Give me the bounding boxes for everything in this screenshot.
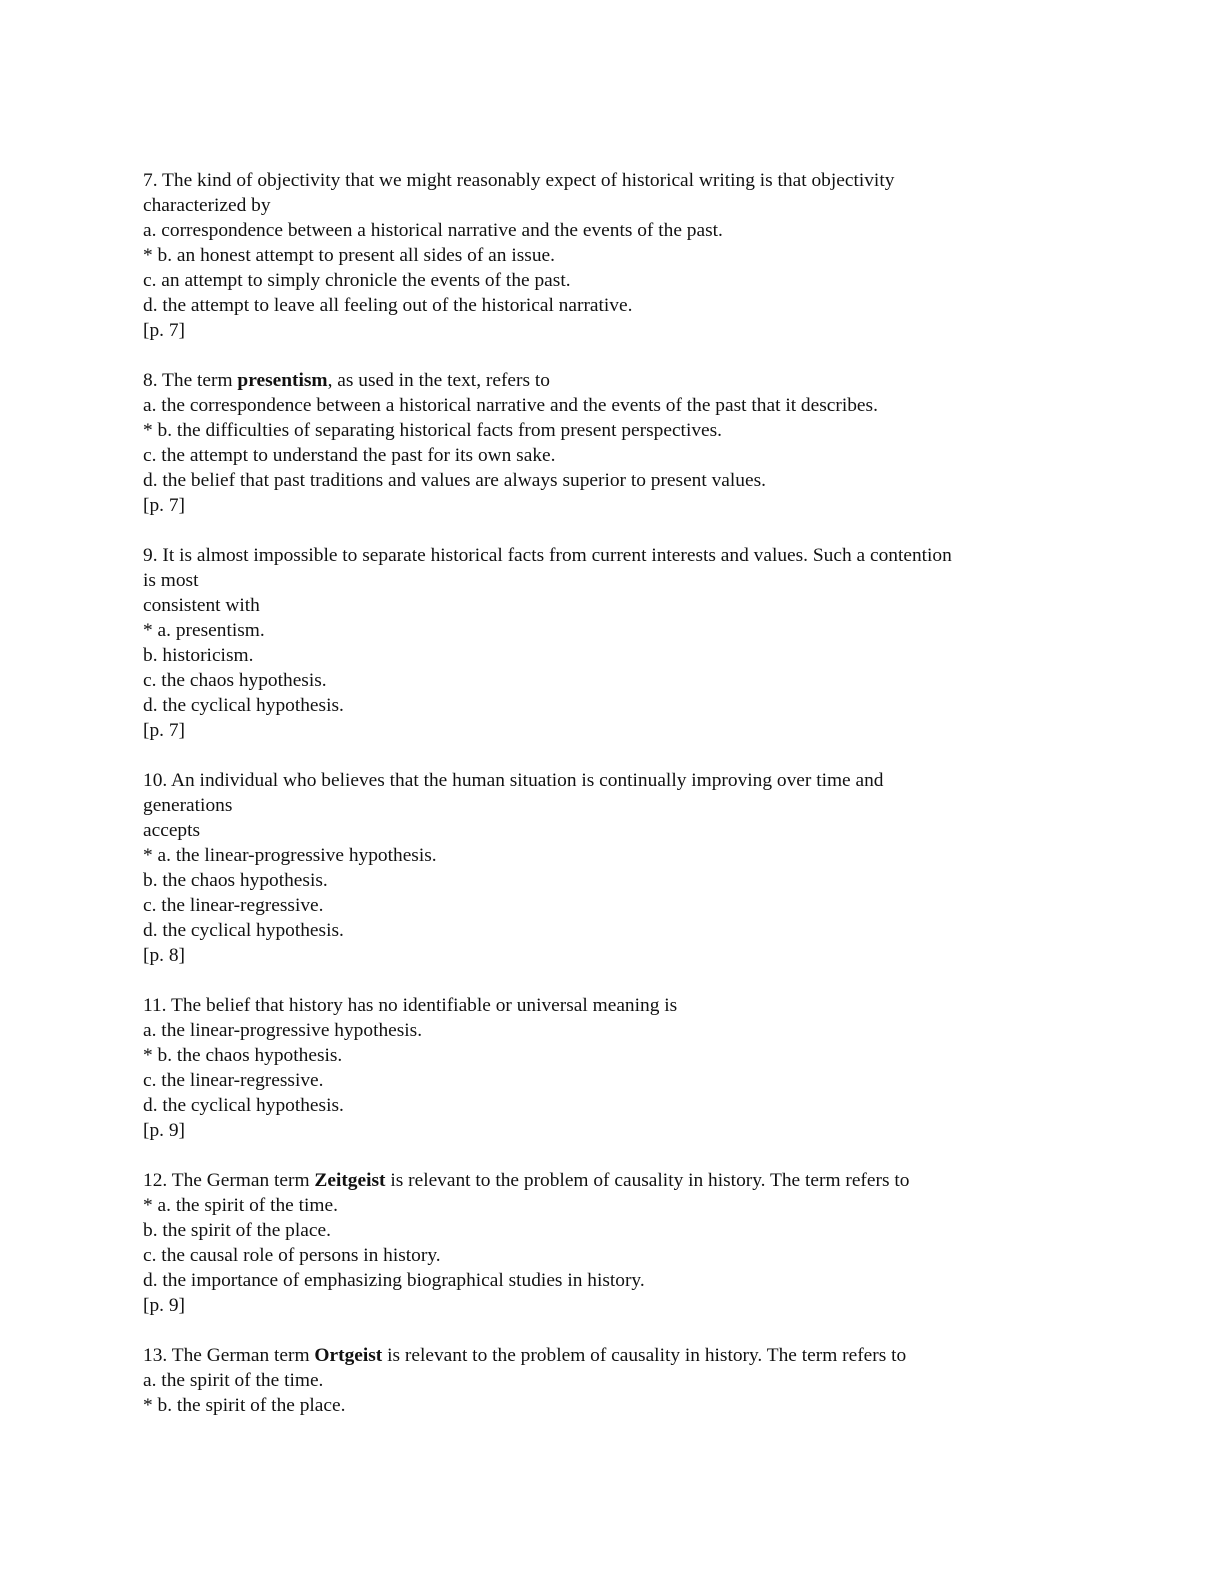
question-stem-line: 7. The kind of objectivity that we might reasonably expect of historical writing is that objectivity bbox=[143, 170, 895, 191]
answer-option: d. the cyclical hypothesis. bbox=[143, 695, 344, 716]
question-stem-line: 9. It is almost impossible to separate historical facts from current interests and values. Such a contention bbox=[143, 545, 952, 566]
page-reference: [p. 8] bbox=[143, 945, 186, 966]
question-stem-line: is most bbox=[143, 570, 199, 591]
page-reference: [p. 7] bbox=[143, 495, 186, 516]
key-term: Zeitgeist bbox=[314, 1170, 386, 1191]
answer-option: d. the attempt to leave all feeling out of the historical narrative. bbox=[143, 295, 633, 316]
answer-option: c. the linear-regressive. bbox=[143, 895, 324, 916]
question-stem-line: 10. An individual who believes that the human situation is continually improving over time and bbox=[143, 770, 884, 791]
question-8 bbox=[143, 368, 1083, 518]
answer-option: a. correspondence between a historical narrative and the events of the past. bbox=[143, 220, 723, 241]
page-reference: [p. 9] bbox=[143, 1295, 186, 1316]
answer-option: b. the spirit of the place. bbox=[143, 1220, 331, 1241]
question-stem-line: 8. The term presentism, as used in the text, refers to bbox=[143, 370, 550, 391]
question-stem-line: consistent with bbox=[143, 595, 260, 616]
answer-option: d. the belief that past traditions and values are always superior to present values. bbox=[143, 470, 766, 491]
question-stem-line: accepts bbox=[143, 820, 201, 841]
key-term: presentism bbox=[237, 370, 328, 391]
question-stem-line: 11. The belief that history has no identifiable or universal meaning is bbox=[143, 995, 678, 1016]
answer-option: a. the spirit of the time. bbox=[143, 1370, 324, 1391]
answer-option: c. the causal role of persons in history. bbox=[143, 1245, 441, 1266]
answer-option: d. the cyclical hypothesis. bbox=[143, 1095, 344, 1116]
answer-option-correct: * b. the chaos hypothesis. bbox=[143, 1045, 343, 1066]
question-10 bbox=[143, 768, 1083, 968]
answer-option-correct: * b. the difficulties of separating historical facts from present perspectives. bbox=[143, 420, 723, 441]
answer-option: c. the linear-regressive. bbox=[143, 1070, 324, 1091]
answer-option: d. the cyclical hypothesis. bbox=[143, 920, 344, 941]
question-11 bbox=[143, 993, 1083, 1143]
answer-option-correct: * a. the linear-progressive hypothesis. bbox=[143, 845, 437, 866]
answer-option-correct: * a. the spirit of the time. bbox=[143, 1195, 338, 1216]
answer-option: c. the attempt to understand the past for its own sake. bbox=[143, 445, 556, 466]
page-reference: [p. 7] bbox=[143, 320, 186, 341]
answer-option-correct: * a. presentism. bbox=[143, 620, 265, 641]
answer-option: c. the chaos hypothesis. bbox=[143, 670, 327, 691]
answer-option: a. the linear-progressive hypothesis. bbox=[143, 1020, 423, 1041]
question-9 bbox=[143, 543, 1083, 743]
answer-option-correct: * b. the spirit of the place. bbox=[143, 1395, 346, 1416]
question-stem-line: generations bbox=[143, 795, 233, 816]
question-stem-line: 12. The German term Zeitgeist is relevant to the problem of causality in history. The term refers to bbox=[143, 1170, 910, 1191]
page-reference: [p. 7] bbox=[143, 720, 186, 741]
question-13 bbox=[143, 1343, 1083, 1418]
answer-option: a. the correspondence between a historical narrative and the events of the past that it describes. bbox=[143, 395, 878, 416]
question-stem-line: 13. The German term Ortgeist is relevant to the problem of causality in history. The term refers to bbox=[143, 1345, 907, 1366]
answer-option: b. the chaos hypothesis. bbox=[143, 870, 328, 891]
answer-option: c. an attempt to simply chronicle the events of the past. bbox=[143, 270, 571, 291]
answer-option: d. the importance of emphasizing biographical studies in history. bbox=[143, 1270, 645, 1291]
key-term: Ortgeist bbox=[314, 1345, 383, 1366]
page-reference: [p. 9] bbox=[143, 1120, 186, 1141]
question-7 bbox=[143, 168, 1083, 343]
answer-option: b. historicism. bbox=[143, 645, 254, 666]
question-stem-line: characterized by bbox=[143, 195, 271, 216]
document-page bbox=[143, 168, 1083, 1443]
answer-option-correct: * b. an honest attempt to present all sides of an issue. bbox=[143, 245, 555, 266]
question-12 bbox=[143, 1168, 1083, 1318]
